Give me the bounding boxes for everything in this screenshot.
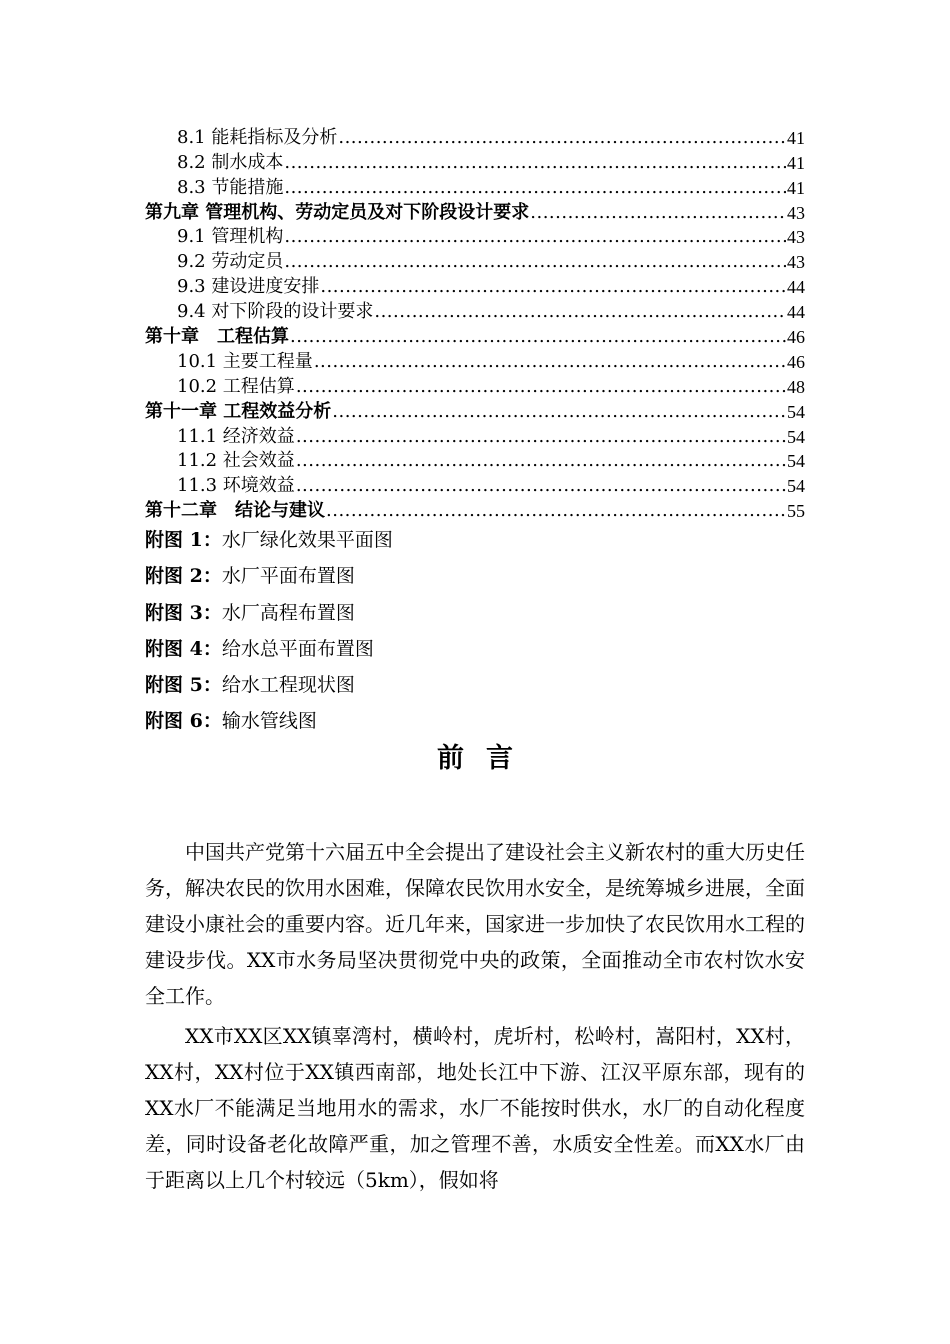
table-of-contents [145,124,805,739]
toc-page-number: 46 [787,351,805,372]
toc-dot-leader [332,401,786,423]
appendix-figure-title: 给水总平面布置图 [221,637,374,660]
toc-section-entry[interactable] [145,448,805,473]
toc-page-number: 54 [787,401,805,422]
toc-chapter-entry[interactable] [145,199,805,224]
appendix-figure-label: 附图 6： [145,710,222,733]
toc-page-number: 41 [787,152,805,173]
toc-page-number: 41 [787,127,805,148]
toc-entry-title: 第九章 管理机构、劳动定员及对下阶段设计要求 [145,201,530,223]
toc-page-number: 46 [787,327,805,348]
toc-section-entry[interactable] [145,423,805,448]
appendix-figure-entry[interactable] [145,595,805,631]
toc-dot-leader [374,301,786,323]
toc-entry-title: 10.2 工程估算 [177,375,295,397]
appendix-figure-title: 输水管线图 [221,710,317,733]
toc-entry-title: 9.2 劳动定员 [177,251,284,273]
appendix-figure-label: 附图 2： [145,565,222,588]
toc-dot-leader [284,226,786,248]
appendix-figure-title: 水厂绿化效果平面图 [221,529,393,552]
toc-entry-title: 9.4 对下阶段的设计要求 [177,301,374,323]
toc-entry-title: 第十二章 结论与建议 [145,500,325,522]
toc-entry-title: 8.3 节能措施 [177,176,284,198]
toc-section-entry[interactable] [145,174,805,199]
toc-page-number: 44 [787,302,805,323]
toc-chapter-entry[interactable] [145,323,805,348]
toc-page-number: 54 [787,426,805,447]
appendix-figure-title: 给水工程现状图 [221,674,355,696]
toc-entry-title: 9.1 管理机构 [177,226,284,248]
toc-dot-leader [296,475,786,497]
appendix-figure-label: 附图 3： [145,601,222,624]
appendix-figure-entry[interactable] [145,558,805,594]
toc-entry-title: 11.1 经济效益 [177,425,295,447]
preface-paragraph: XX市XX区XX镇辜湾村，横岭村，虎圻村，松岭村，嵩阳村，XX村，XX村，XX村位于XX镇西南部，地处长江中下游、江汉平原东部，现有的XX水厂不能满足当地用水的需求，水厂不能按时供水，水厂的自动化程度差，同时设备老化故障严重，加之管理不善，水质安全性差。而XX水厂由于距离以上几个村较远（5km），假如将 [145,1024,805,1192]
appendix-figure-entry[interactable] [145,522,805,558]
toc-page-number: 41 [787,177,805,198]
toc-section-entry[interactable] [145,273,805,298]
toc-page-number: 43 [787,252,805,273]
toc-page-number: 43 [787,227,805,248]
toc-dot-leader [326,500,786,522]
toc-dot-leader [530,202,786,224]
toc-dot-leader [284,251,786,273]
toc-entry-title: 11.2 社会效益 [177,450,295,472]
toc-entry-title: 8.2 制水成本 [177,151,284,173]
toc-dot-leader [296,376,786,398]
appendix-figure-label: 附图 1： [145,529,222,552]
toc-dot-leader [296,426,786,448]
appendix-figure-list [145,522,805,739]
toc-page-number: 43 [787,202,805,223]
appendix-figure-label: 附图 5： [145,674,222,696]
toc-dot-leader [284,177,786,199]
appendix-figure-title: 水厂高程布置图 [221,601,355,624]
appendix-figure-entry[interactable] [145,703,805,739]
toc-dot-leader [314,351,786,373]
toc-section-entry[interactable] [145,298,805,323]
toc-section-entry[interactable] [145,248,805,273]
preface-paragraph: 中国共产党第十六届五中全会提出了建设社会主义新农村的重大历史任务，解决农民的饮用水困难，保障农民饮用水安全，是统筹城乡进展，全面建设小康社会的重要内容。近几年来，国家进一步加快了农民饮用水工程的建设步伐。XX市水务局坚决贯彻党中央的政策，全面推动全市农村饮水安全工作。 [145,840,805,1008]
appendix-figure-title: 水厂平面布置图 [221,565,355,588]
toc-page-number: 48 [787,376,805,397]
toc-dot-leader [296,450,786,472]
toc-page-number: 54 [787,451,805,472]
toc-dot-leader [290,326,786,348]
toc-section-entry[interactable] [145,149,805,174]
toc-section-entry[interactable] [145,124,805,149]
toc-dot-leader [284,152,786,174]
toc-entry-title: 第十一章 工程效益分析 [145,400,332,422]
toc-entry-title: 9.3 建设进度安排 [177,276,320,298]
toc-page-number: 55 [787,501,805,522]
preface-title: 前言 [437,743,535,774]
toc-entries [145,124,805,522]
toc-entry-title: 8.1 能耗指标及分析 [177,126,338,148]
toc-section-entry[interactable] [145,348,805,373]
appendix-figure-entry[interactable] [145,631,805,667]
toc-section-entry[interactable] [145,224,805,249]
toc-page-number: 44 [787,277,805,298]
toc-chapter-entry[interactable] [145,398,805,423]
toc-dot-leader [338,127,786,149]
preface-body [145,834,805,1202]
toc-entry-title: 第十章 工程估算 [145,326,289,348]
toc-section-entry[interactable] [145,373,805,398]
toc-entry-title: 10.1 主要工程量 [177,350,313,372]
appendix-figure-entry[interactable] [145,667,805,703]
toc-chapter-entry[interactable] [145,497,805,522]
toc-entry-title: 11.3 环境效益 [177,475,295,497]
toc-section-entry[interactable] [145,472,805,497]
appendix-figure-label: 附图 4： [145,637,222,660]
toc-dot-leader [320,276,786,298]
toc-page-number: 54 [787,476,805,497]
